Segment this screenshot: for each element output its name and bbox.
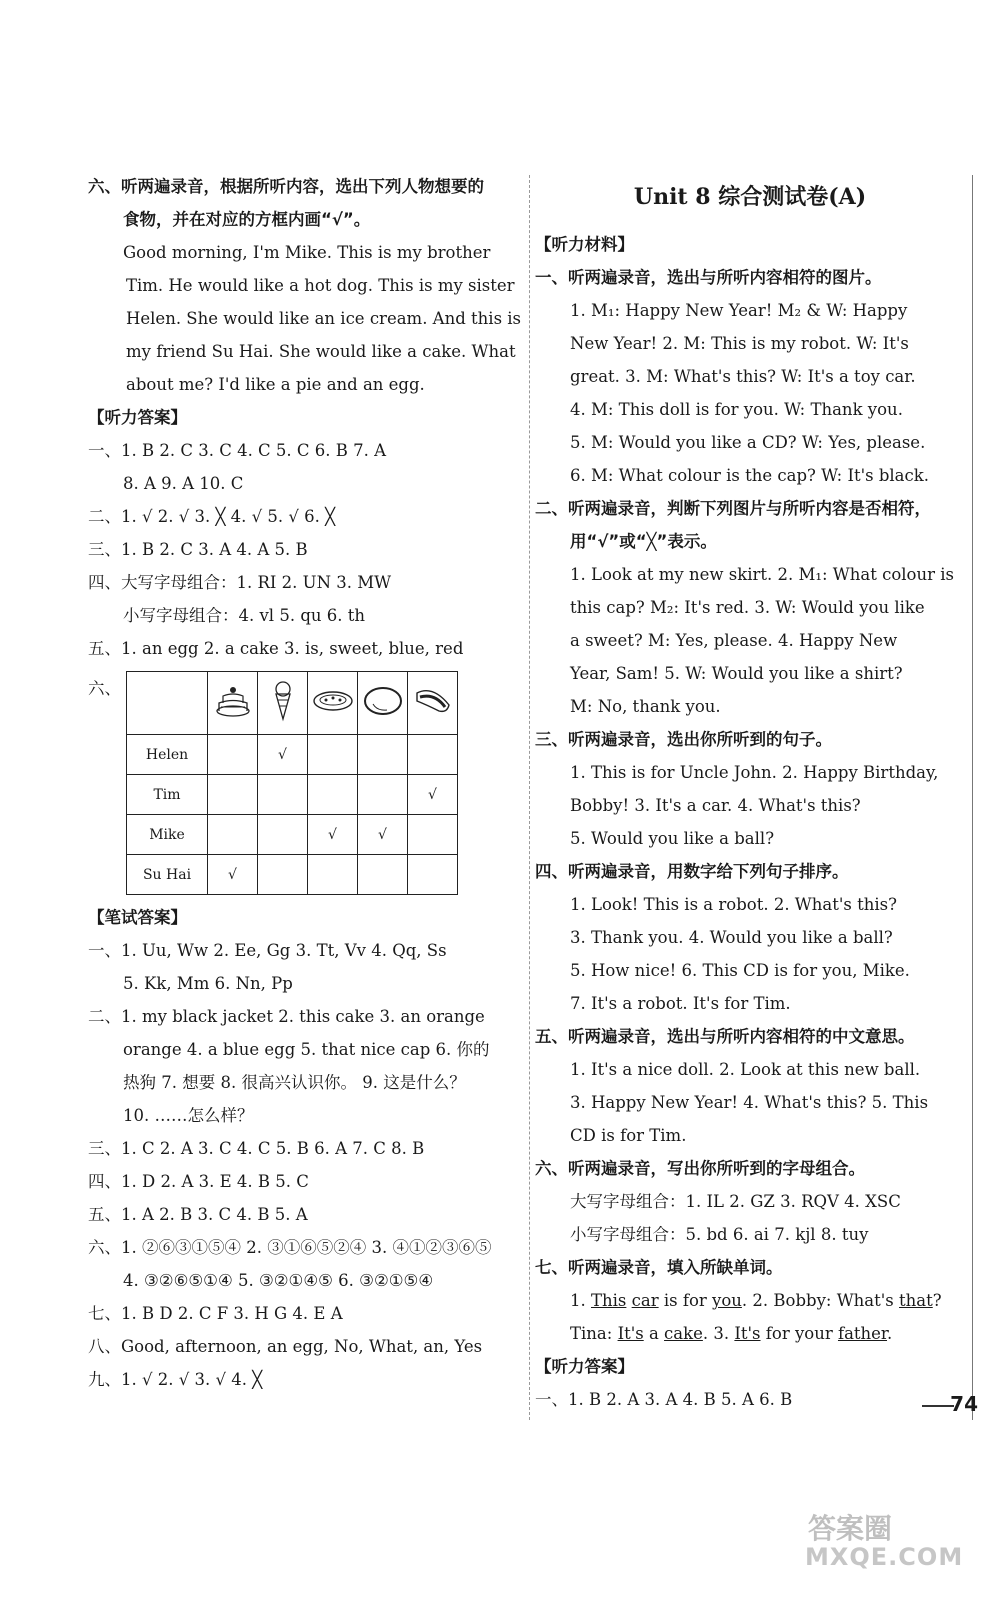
q6-heading-line1: 六、听两遍录音，根据所听内容，选出下列人物想要的 bbox=[88, 177, 484, 196]
table-header-row bbox=[127, 672, 458, 735]
section-heading: 七、听两遍录音，填入所缺单词。 bbox=[535, 1258, 783, 1277]
column-divider bbox=[529, 175, 530, 1420]
table-label: 六、 bbox=[88, 679, 121, 698]
q6-heading-line2: 食物，并在对应的方框内画“√”。 bbox=[123, 210, 371, 229]
answer-line: 六、1. ②⑥③①⑤④ 2. ③①⑥⑤②④ 3. ④①②③⑥⑤ bbox=[88, 1238, 492, 1257]
watermark-logo: 答案圈 bbox=[808, 1512, 893, 1545]
food-table-block bbox=[88, 671, 523, 895]
page-number: 74 bbox=[950, 1392, 978, 1416]
script-line: M: No, thank you. bbox=[570, 697, 721, 716]
mark-cell bbox=[258, 855, 308, 895]
food-table bbox=[126, 671, 458, 895]
mark-cell bbox=[208, 735, 258, 775]
filled-word: car bbox=[631, 1291, 659, 1310]
section-heading: 四、听两遍录音，用数字给下列句子排序。 bbox=[535, 862, 849, 881]
mark-cell bbox=[308, 775, 358, 815]
script-line: this cap? M₂: It's red. 3. W: Would you like bbox=[570, 598, 925, 617]
pie-icon bbox=[308, 672, 358, 735]
answer-line: 一、1. B 2. A 3. A 4. B 5. A 6. B bbox=[535, 1390, 793, 1409]
script-line: 5. How nice! 6. This CD is for you, Mike. bbox=[570, 961, 910, 980]
answer-line: 三、1. B 2. C 3. A 4. A 5. B bbox=[88, 540, 308, 559]
script-line: CD is for Tim. bbox=[570, 1126, 687, 1145]
answer-line: 一、1. B 2. C 3. C 4. C 5. C 6. B 7. A bbox=[88, 441, 387, 460]
mark-cell bbox=[358, 735, 408, 775]
filled-word: It's bbox=[734, 1324, 761, 1343]
egg-icon bbox=[358, 672, 408, 735]
answer-line: 8. A 9. A 10. C bbox=[123, 474, 244, 493]
right-column bbox=[535, 170, 965, 1416]
answer-line: 四、1. D 2. A 3. E 4. B 5. C bbox=[88, 1172, 309, 1191]
section-heading: 二、听两遍录音，判断下列图片与所听内容是否相符， bbox=[535, 499, 931, 518]
script-line: 4. M: This doll is for you. W: Thank you. bbox=[570, 400, 903, 419]
script-line: about me? I'd like a pie and an egg. bbox=[126, 375, 425, 394]
script-line: 5. M: Would you like a CD? W: Yes, please. bbox=[570, 433, 926, 452]
mark-cell bbox=[308, 735, 358, 775]
mark-cell: √ bbox=[208, 855, 258, 895]
script-line: 6. M: What colour is the cap? W: It's black. bbox=[570, 466, 930, 485]
answers-heading: 【听力答案】 bbox=[535, 1357, 634, 1376]
script-line: New Year! 2. M: This is my robot. W: It's bbox=[570, 334, 909, 353]
mark-cell bbox=[258, 775, 308, 815]
answer-line: 5. Kk, Mm 6. Nn, Pp bbox=[123, 974, 293, 993]
page-title: Unit 8 综合测试卷(A) bbox=[633, 184, 867, 210]
answer-line: 七、1. B D 2. C F 3. H G 4. E A bbox=[88, 1304, 343, 1323]
answer-line: 一、1. Uu, Ww 2. Ee, Gg 3. Tt, Vv 4. Qq, Ss bbox=[88, 941, 447, 960]
answer-line: 二、1. my black jacket 2. this cake 3. an orange bbox=[88, 1007, 485, 1026]
right-edge-line bbox=[972, 175, 973, 1420]
row-name: Helen bbox=[127, 735, 208, 775]
cake-icon bbox=[208, 672, 258, 735]
table-row bbox=[127, 815, 458, 855]
answer-line: orange 4. a blue egg 5. that nice cap 6. 你的 bbox=[123, 1040, 490, 1059]
mark-cell bbox=[358, 855, 408, 895]
script-line: Tim. He would like a hot dog. This is my sister bbox=[126, 276, 515, 295]
mark-cell: √ bbox=[308, 815, 358, 855]
answer-line: 八、Good, afternoon, an egg, No, What, an, Yes bbox=[88, 1337, 483, 1356]
script-line: Good morning, I'm Mike. This is my brother bbox=[123, 243, 491, 262]
mark-cell bbox=[408, 735, 458, 775]
filled-word: This bbox=[591, 1291, 627, 1310]
row-name: Mike bbox=[127, 815, 208, 855]
script-line: great. 3. M: What's this? W: It's a toy car. bbox=[570, 367, 916, 386]
filled-word: you bbox=[712, 1291, 742, 1310]
filled-word: It's bbox=[617, 1324, 644, 1343]
listen-answers-heading: 【听力答案】 bbox=[88, 408, 187, 427]
answer-line: 四、大写字母组合：1. RI 2. UN 3. MW bbox=[88, 573, 392, 592]
script-line: 1. It's a nice doll. 2. Look at this new ball. bbox=[570, 1060, 921, 1079]
section-heading: 一、听两遍录音，选出与所听内容相符的图片。 bbox=[535, 268, 882, 287]
script-line: Bobby! 3. It's a car. 4. What's this? bbox=[570, 796, 861, 815]
fill-in-line: 1. This car is for you. 2. Bobby: What's that? bbox=[570, 1291, 942, 1310]
mark-cell bbox=[408, 855, 458, 895]
script-line: 7. It's a robot. It's for Tim. bbox=[570, 994, 791, 1013]
filled-word: father bbox=[837, 1324, 888, 1343]
filled-word: that bbox=[899, 1291, 933, 1310]
left-column bbox=[88, 170, 523, 1396]
watermark-url: MXQE.COM bbox=[805, 1543, 964, 1571]
section-heading: 五、听两遍录音，选出与所听内容相符的中文意思。 bbox=[535, 1027, 915, 1046]
script-line: 5. Would you like a ball? bbox=[570, 829, 775, 848]
answer-line: 二、1. √ 2. √ 3. ╳ 4. √ 5. √ 6. ╳ bbox=[88, 507, 336, 526]
script-line: 1. This is for Uncle John. 2. Happy Birthday, bbox=[570, 763, 939, 782]
section-heading: 三、听两遍录音，选出你所听到的句子。 bbox=[535, 730, 832, 749]
script-line: 1. Look at my new skirt. 2. M₁: What colour is bbox=[570, 565, 954, 584]
answer-line: 五、1. an egg 2. a cake 3. is, sweet, blue, red bbox=[88, 639, 464, 658]
script-line: 小写字母组合：5. bd 6. ai 7. kjl 8. tuy bbox=[570, 1225, 869, 1244]
mark-cell bbox=[358, 775, 408, 815]
answer-line: 三、1. C 2. A 3. C 4. C 5. B 6. A 7. C 8. B bbox=[88, 1139, 425, 1158]
script-line: my friend Su Hai. She would like a cake. What bbox=[126, 342, 516, 361]
ice-cream-icon bbox=[258, 672, 308, 735]
answer-line: 热狗 7. 想要 8. 很高兴认识你。 9. 这是什么？ bbox=[123, 1073, 466, 1092]
row-name: Su Hai bbox=[127, 855, 208, 895]
script-line: Helen. She would like an ice cream. And this is bbox=[126, 309, 522, 328]
mark-cell bbox=[308, 855, 358, 895]
mark-cell: √ bbox=[408, 775, 458, 815]
hot-dog-icon bbox=[408, 672, 458, 735]
answer-line: 九、1. √ 2. √ 3. √ 4. ╳ bbox=[88, 1370, 263, 1389]
row-name: Tim bbox=[127, 775, 208, 815]
answer-line: 10. ……怎么样？ bbox=[123, 1106, 254, 1125]
mark-cell bbox=[208, 775, 258, 815]
mark-cell bbox=[408, 815, 458, 855]
section-heading: 用“√”或“╳”表示。 bbox=[570, 532, 717, 551]
script-line: 1. Look! This is a robot. 2. What's this? bbox=[570, 895, 897, 914]
script-line: 3. Thank you. 4. Would you like a ball? bbox=[570, 928, 893, 947]
mark-cell: √ bbox=[258, 735, 308, 775]
script-line: a sweet? M: Yes, please. 4. Happy New bbox=[570, 631, 898, 650]
section-heading: 六、听两遍录音，写出你所听到的字母组合。 bbox=[535, 1159, 865, 1178]
fill-in-line: Tina: It's a cake. 3. It's for your father. bbox=[570, 1324, 893, 1343]
filled-word: cake bbox=[664, 1324, 703, 1343]
table-row bbox=[127, 855, 458, 895]
mark-cell: √ bbox=[358, 815, 408, 855]
script-line: Year, Sam! 5. W: Would you like a shirt? bbox=[570, 664, 903, 683]
table-row bbox=[127, 775, 458, 815]
script-line: 3. Happy New Year! 4. What's this? 5. This bbox=[570, 1093, 929, 1112]
answer-line: 五、1. A 2. B 3. C 4. B 5. A bbox=[88, 1205, 308, 1224]
answer-line: 小写字母组合：4. vl 5. qu 6. th bbox=[123, 606, 365, 625]
written-answers-heading: 【笔试答案】 bbox=[88, 908, 187, 927]
script-line: 1. M₁: Happy New Year! M₂ & W: Happy bbox=[570, 301, 908, 320]
table-corner-cell bbox=[127, 672, 208, 735]
mark-cell bbox=[208, 815, 258, 855]
mark-cell bbox=[258, 815, 308, 855]
script-line: 大写字母组合：1. IL 2. GZ 3. RQV 4. XSC bbox=[570, 1192, 901, 1211]
material-heading: 【听力材料】 bbox=[535, 235, 634, 254]
answer-line: 4. ③②⑥⑤①④ 5. ③②①④⑤ 6. ③②①⑤④ bbox=[123, 1271, 434, 1290]
table-row bbox=[127, 735, 458, 775]
